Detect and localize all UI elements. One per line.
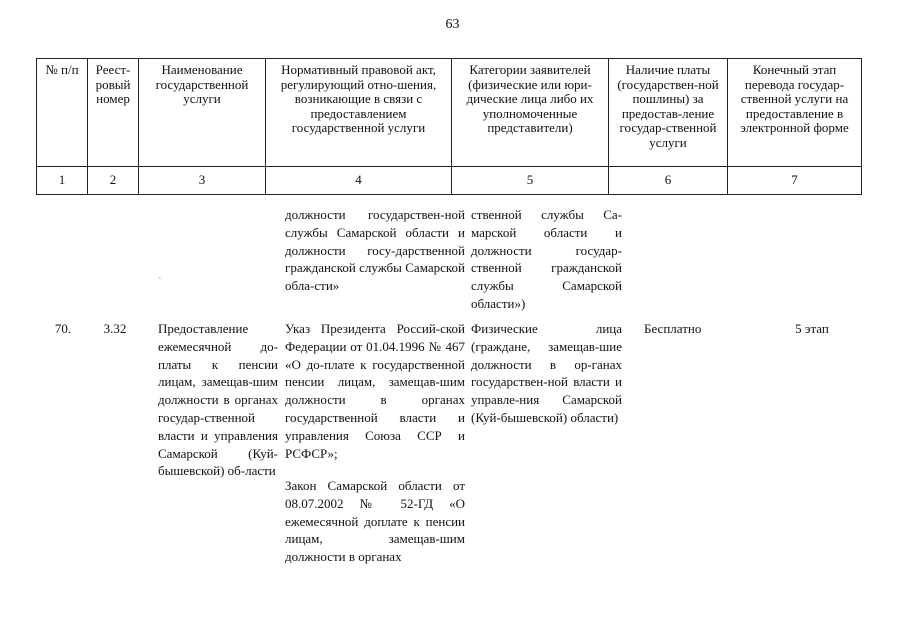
- scan-mark: `: [158, 276, 162, 288]
- applicant-categories: Физические лица (граждане, замещав-шие должности в ор-ганах государствен-ной власти и управле-ния Самарской (Куй-бышевской) области): [471, 321, 622, 425]
- table-header: [36, 58, 862, 195]
- page-number: 63: [445, 17, 460, 32]
- continuation-legal-act: должности государствен-ной службы Самарской области и должности госу-дарственной гражданской службы Самарской обла-сти»: [285, 207, 465, 294]
- col-number-7: 7: [728, 167, 862, 195]
- header-col-4: Нормативный правовой акт, регулирующий отно-шения, возникающие в связи с предоставлением государственной услуги: [266, 59, 452, 167]
- continuation-applicants: ственной службы Са-марской области и должности государ-ственной гражданской службы Самарской области»): [471, 207, 622, 311]
- legal-act-decree: Указ Президента Россий-ской Федерации от 01.04.1996 № 467 «О до-плате к государственной пенсии лицам, замещав-шим должности в органах государственной власти и управления Союза ССР и РСФСР»;: [285, 321, 465, 461]
- header-col-1: № п/п: [37, 59, 88, 167]
- header-row: [37, 59, 862, 167]
- row-number: 70.: [54, 321, 72, 336]
- service-name: Предоставление ежемесячной до-платы к пенсии лицам, замещав-шим должности в органах государ-ственной власти и управления Самарской (Куй-бышевской) об-ласти: [158, 321, 278, 479]
- registry-number: 3.32: [103, 321, 127, 336]
- electronic-stage: 5 этап: [795, 321, 829, 336]
- col-number-2: 2: [88, 167, 139, 195]
- col-number-1: 1: [37, 167, 88, 195]
- header-col-3: Наименование государственной услуги: [139, 59, 266, 167]
- header-col-6: Наличие платы (государствен-ной пошлины) за предостав-ление государ-ственной услуги: [609, 59, 728, 167]
- col-number-4: 4: [266, 167, 452, 195]
- col-number-3: 3: [139, 167, 266, 195]
- header-col-5: Категории заявителей (физические или юри-дические лица либо их уполномоченные представители): [452, 59, 609, 167]
- header-col-2: Реест-ровый номер: [88, 59, 139, 167]
- fee-status: Бесплатно: [644, 321, 702, 336]
- col-number-6: 6: [609, 167, 728, 195]
- header-col-7: Конечный этап перевода государ-ственной услуги на предоставление в электронной форме: [728, 59, 862, 167]
- legal-act-law: Закон Самарской области от 08.07.2002 № 52-ГД «О ежемесячной доплате к пенсии лицам, замещав-шим должности в органах: [285, 478, 465, 565]
- column-number-row: [37, 167, 862, 195]
- col-number-5: 5: [452, 167, 609, 195]
